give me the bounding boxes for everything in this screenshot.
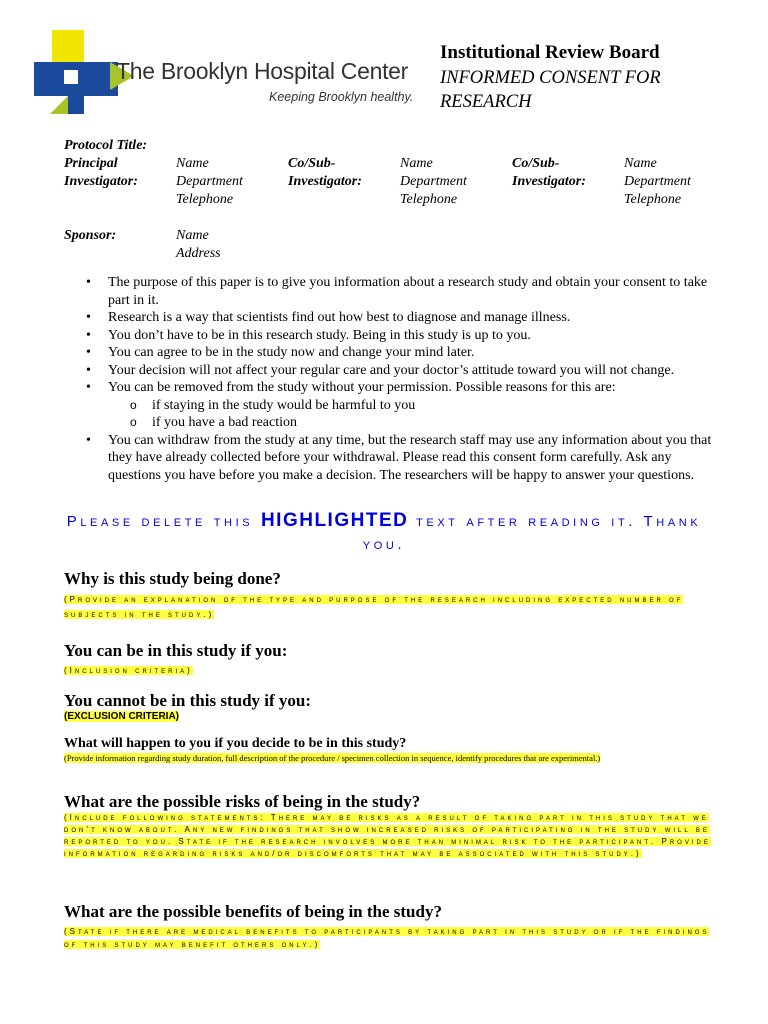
bullet-icon: • — [86, 345, 91, 360]
instruction-text: (Provide information regarding study duration, full description of the procedure / specimen collection in sequence, identify procedures that are experimental.) — [64, 753, 601, 763]
protocol-title-label: Protocol Title: — [64, 138, 148, 153]
co-investigator-details-2 — [624, 155, 691, 209]
instruction-text: (Include following statements: There may be risks as a result of taking part in this study that we don’t know about. Any new findings that show increased risks of participating in the study will be reported to you. State if the research involves more than minimal risk to the participant. Provide information regarding risks and/or discomforts that may be associated with this study.) — [64, 813, 711, 858]
instruction-text: (EXCLUSION CRITERIA) — [64, 711, 179, 722]
bullet-icon: • — [86, 432, 91, 448]
irb-subtitle-line2: RESEARCH — [440, 92, 532, 112]
circle-bullet-icon: o — [130, 397, 137, 412]
section-heading-inclusion: You can be in this study if you: — [64, 641, 288, 660]
co1-department: Department — [400, 174, 467, 189]
list-item — [86, 379, 726, 397]
bullet-text: Research is a way that scientists find out how best to diagnose and manage illness. — [108, 310, 571, 325]
co1-telephone: Telephone — [400, 192, 458, 207]
bullet-icon: • — [86, 310, 91, 325]
irb-title: Institutional Review Board — [440, 42, 660, 63]
co2-label-line2: Investigator: — [512, 174, 586, 189]
section-heading-why: Why is this study being done? — [64, 569, 281, 588]
delete-highlighted-notice — [64, 509, 704, 556]
co2-label-line1: Co/Sub- — [512, 156, 560, 171]
section-instruction-exclusion — [64, 709, 724, 724]
section-instruction-happen — [64, 751, 724, 766]
pi-details — [176, 155, 243, 209]
notice-highlight: HIGHLIGHTED — [260, 510, 409, 531]
section-instruction-why — [64, 592, 724, 622]
co2-department: Department — [624, 174, 691, 189]
section-heading-happen: What will happen to you if you decide to be in this study? — [64, 736, 407, 751]
pi-label-line2: Investigator: — [64, 174, 138, 189]
co1-label-line2: Investigator: — [288, 174, 362, 189]
sub-list-item — [86, 414, 726, 432]
sponsor-address: Address — [176, 246, 221, 261]
co-investigator-label-2 — [512, 155, 586, 191]
pi-department: Department — [176, 174, 243, 189]
bullet-text: You can withdraw from the study at any time, but the research staff may use any information about you that they have already collected before your withdrawal. Please read this consent form carefully. Ask any questions you have before you make a decision. The researchers will be happy to answer your questions. — [108, 432, 712, 483]
list-item — [86, 432, 726, 485]
section-heading-risks: What are the possible risks of being in the study? — [64, 792, 421, 811]
section-instruction-benefits — [64, 925, 724, 951]
sub-bullet-text: if staying in the study would be harmful to you — [152, 397, 416, 413]
co2-name: Name — [624, 156, 657, 171]
bullet-icon: • — [86, 380, 91, 395]
instruction-text: (Provide an explanation of the type and purpose of the research including expected number of subjects in the study.) — [64, 595, 684, 619]
bullet-text: You don’t have to be in this research study. Being in this study is up to you. — [108, 327, 531, 343]
co1-name: Name — [400, 156, 433, 171]
pi-telephone: Telephone — [176, 192, 234, 207]
circle-bullet-icon: o — [130, 415, 137, 429]
instruction-text: (Inclusion criteria) — [64, 666, 193, 675]
instruction-text: (State if there are medical benefits to participants by taking part in this study or if the findings of this study may benefit others only.) — [64, 927, 710, 949]
bullet-icon: • — [86, 327, 91, 343]
bullet-text: Your decision will not affect your regular care and your doctor’s attitude toward you will not change. — [108, 362, 675, 378]
list-item — [86, 274, 726, 309]
intro-bullet-list — [86, 274, 726, 484]
list-item — [86, 362, 726, 380]
co2-telephone: Telephone — [624, 192, 682, 207]
pi-name: Name — [176, 156, 209, 171]
list-item — [86, 327, 726, 345]
section-heading-benefits: What are the possible benefits of being in the study? — [64, 902, 442, 921]
sub-list-item — [86, 397, 726, 415]
bullet-icon: • — [86, 275, 91, 290]
list-item — [86, 309, 726, 327]
co-investigator-label-1 — [288, 155, 362, 191]
bullet-text: You can agree to be in the study now and change your mind later. — [108, 345, 475, 360]
brand-tagline: Keeping Brooklyn healthy. — [269, 90, 414, 104]
bullet-icon: • — [86, 362, 91, 378]
notice-part1: Please delete this — [66, 513, 261, 530]
section-instruction-inclusion — [64, 663, 724, 678]
sponsor-name: Name — [176, 228, 209, 243]
pi-label-line1: Principal — [64, 156, 118, 171]
section-heading-exclusion: You cannot be in this study if you: — [64, 691, 312, 710]
irb-subtitle-line1: INFORMED CONSENT FOR — [440, 68, 661, 88]
bullet-text: You can be removed from the study without your permission. Possible reasons for this are: — [108, 380, 616, 395]
notice-part2: text after reading it. Thank you. — [362, 513, 702, 553]
list-item — [86, 344, 726, 362]
co-investigator-details-1 — [400, 155, 467, 209]
sponsor-label: Sponsor: — [64, 228, 117, 243]
brand-name: The Brooklyn Hospital Center — [116, 58, 409, 84]
section-instruction-risks — [64, 812, 724, 860]
pi-label — [64, 155, 138, 191]
irb-subtitle — [440, 66, 661, 114]
co1-label-line1: Co/Sub- — [288, 156, 336, 171]
bullet-text: The purpose of this paper is to give you information about a research study and obtain your consent to take part in it. — [108, 275, 708, 308]
sub-bullet-text: if you have a bad reaction — [152, 415, 297, 430]
sponsor-details — [176, 227, 221, 263]
